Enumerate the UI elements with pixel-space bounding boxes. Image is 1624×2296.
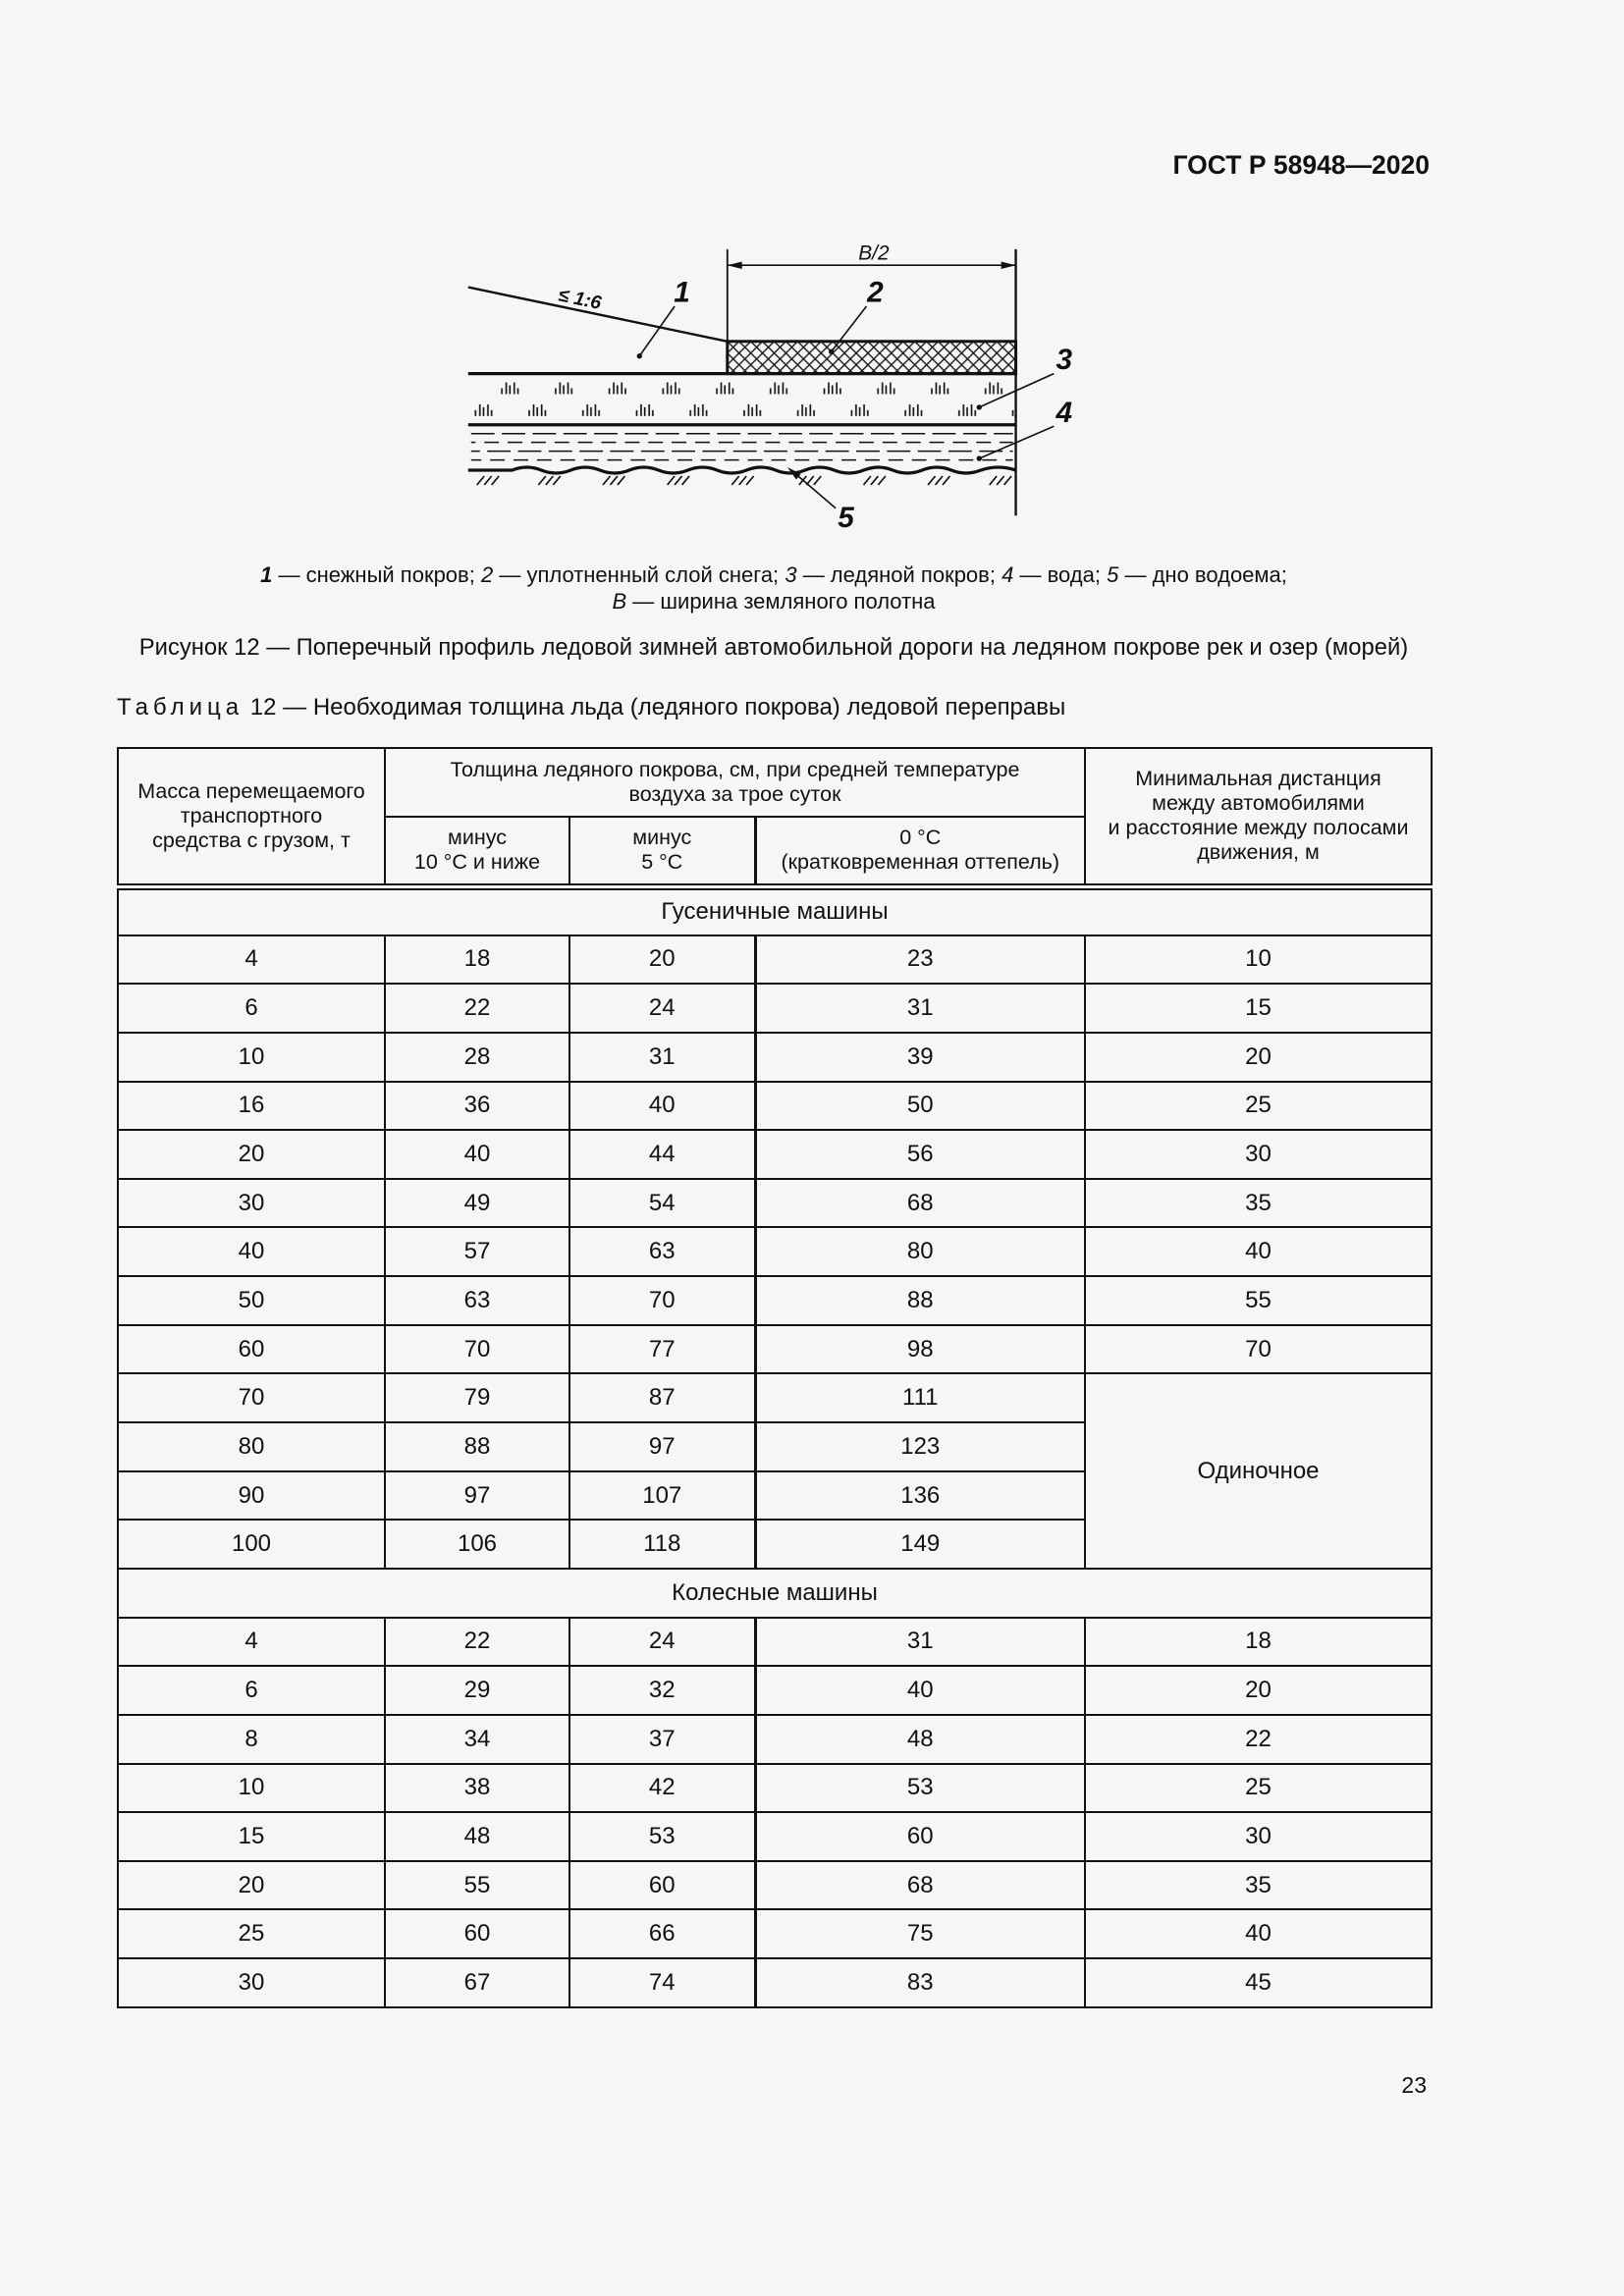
thickness-zero-cell: 40 <box>755 1666 1085 1715</box>
table-row <box>118 1033 1432 1082</box>
table-row <box>118 1909 1432 1958</box>
table-header <box>118 748 1432 886</box>
section-row <box>118 1569 1432 1618</box>
thickness-minus10-cell: 67 <box>385 1958 569 2007</box>
thickness-zero-cell: 68 <box>755 1179 1085 1228</box>
table-row <box>118 1618 1432 1667</box>
thickness-minus5-cell: 63 <box>569 1227 755 1276</box>
thickness-minus10-cell: 88 <box>385 1422 569 1471</box>
distance-cell: 70 <box>1085 1325 1432 1374</box>
merged-distance-cell: Одиночное <box>1085 1373 1432 1569</box>
figure-legend-line-2 <box>117 591 1431 613</box>
compacted-snow-layer <box>728 342 1016 374</box>
thickness-zero-cell: 60 <box>755 1812 1085 1861</box>
table-row <box>118 1130 1432 1179</box>
table-row <box>118 1082 1432 1131</box>
mass-cell: 50 <box>118 1276 385 1325</box>
distance-cell: 40 <box>1085 1909 1432 1958</box>
mass-cell: 6 <box>118 984 385 1033</box>
header-zero: 0 °С (кратковременная оттепель) <box>755 817 1085 886</box>
thickness-minus10-cell: 57 <box>385 1227 569 1276</box>
table-row <box>118 1764 1432 1813</box>
mass-cell: 15 <box>118 1812 385 1861</box>
thickness-minus5-cell: 66 <box>569 1909 755 1958</box>
distance-cell: 35 <box>1085 1861 1432 1910</box>
mass-cell: 80 <box>118 1422 385 1471</box>
legend-item-water <box>1001 562 1101 587</box>
thickness-minus10-cell: 18 <box>385 935 569 985</box>
thickness-minus5-cell: 32 <box>569 1666 755 1715</box>
thickness-minus10-cell: 49 <box>385 1179 569 1228</box>
thickness-minus5-cell: 70 <box>569 1276 755 1325</box>
legend-desc: — уплотненный слой снега; <box>499 562 780 587</box>
distance-cell: 25 <box>1085 1082 1432 1131</box>
ice-road-profile-figure <box>439 220 1112 557</box>
slope-label: ≤ 1:6 <box>556 284 604 315</box>
legend-desc: — ширина земляного полотна <box>632 589 936 614</box>
thickness-minus10-cell: 28 <box>385 1033 569 1082</box>
distance-cell: 30 <box>1085 1130 1432 1179</box>
thickness-minus5-cell: 31 <box>569 1033 755 1082</box>
thickness-minus5-cell: 37 <box>569 1715 755 1764</box>
thickness-zero-cell: 80 <box>755 1227 1085 1276</box>
water-bottom-hatch <box>477 476 1011 485</box>
thickness-minus10-cell: 79 <box>385 1373 569 1422</box>
distance-cell: 25 <box>1085 1764 1432 1813</box>
thickness-minus5-cell: 54 <box>569 1179 755 1228</box>
thickness-minus5-cell: 74 <box>569 1958 755 2007</box>
figure-legend-line-1 <box>117 564 1431 586</box>
distance-cell: 20 <box>1085 1033 1432 1082</box>
legend-item-ice-cover <box>785 562 996 587</box>
table-row <box>118 1227 1432 1276</box>
table-row <box>118 1666 1432 1715</box>
thickness-minus5-cell: 24 <box>569 1618 755 1667</box>
legend-desc: — вода; <box>1019 562 1101 587</box>
legend-num: 2 <box>480 562 494 587</box>
thickness-minus10-cell: 60 <box>385 1909 569 1958</box>
mass-cell: 6 <box>118 1666 385 1715</box>
thickness-zero-cell: 56 <box>755 1130 1085 1179</box>
water-layer <box>471 434 1013 460</box>
header-minus10: минус 10 °С и ниже <box>385 817 569 886</box>
thickness-minus5-cell: 107 <box>569 1471 755 1521</box>
legend-desc: — ледяной покров; <box>802 562 996 587</box>
thickness-minus10-cell: 55 <box>385 1861 569 1910</box>
table-row <box>118 1861 1432 1910</box>
table-row <box>118 1179 1432 1228</box>
mass-cell: 30 <box>118 1179 385 1228</box>
thickness-zero-cell: 111 <box>755 1373 1085 1422</box>
thickness-zero-cell: 48 <box>755 1715 1085 1764</box>
label-snow-cover: 1 <box>674 276 690 309</box>
thickness-zero-cell: 123 <box>755 1422 1085 1471</box>
distance-cell: 15 <box>1085 984 1432 1033</box>
thickness-zero-cell: 98 <box>755 1325 1085 1374</box>
thickness-minus10-cell: 34 <box>385 1715 569 1764</box>
label-water: 4 <box>1056 396 1073 429</box>
distance-cell: 22 <box>1085 1715 1432 1764</box>
mass-cell: 4 <box>118 935 385 985</box>
page-number: 23 <box>1401 2072 1427 2098</box>
table-row <box>118 935 1432 985</box>
thickness-minus10-cell: 106 <box>385 1520 569 1569</box>
legend-item-roadbed-width <box>612 589 935 614</box>
legend-desc: — дно водоема; <box>1124 562 1287 587</box>
thickness-zero-cell: 31 <box>755 1618 1085 1667</box>
thickness-minus10-cell: 22 <box>385 1618 569 1667</box>
legend-num: 5 <box>1107 562 1119 587</box>
thickness-minus5-cell: 24 <box>569 984 755 1033</box>
mass-cell: 10 <box>118 1033 385 1082</box>
mass-cell: 25 <box>118 1909 385 1958</box>
distance-cell: 35 <box>1085 1179 1432 1228</box>
distance-cell: 45 <box>1085 1958 1432 2007</box>
mass-cell: 70 <box>118 1373 385 1422</box>
dimension-label: В/2 <box>858 241 890 265</box>
dimension-arrow-left <box>728 262 742 269</box>
water-bottom-line <box>468 467 1016 473</box>
ice-thickness-table <box>117 747 1433 2008</box>
distance-cell: 40 <box>1085 1227 1432 1276</box>
thickness-zero-cell: 149 <box>755 1520 1085 1569</box>
legend-num: 1 <box>260 562 273 587</box>
thickness-zero-cell: 23 <box>755 935 1085 985</box>
table-header-row <box>118 748 1432 817</box>
legend-item-compacted-snow <box>481 562 779 587</box>
thickness-minus5-cell: 40 <box>569 1082 755 1131</box>
thickness-zero-cell: 39 <box>755 1033 1085 1082</box>
thickness-minus10-cell: 22 <box>385 984 569 1033</box>
thickness-minus5-cell: 42 <box>569 1764 755 1813</box>
mass-cell: 90 <box>118 1471 385 1521</box>
label-ice-cover: 3 <box>1056 344 1073 377</box>
thickness-minus10-cell: 29 <box>385 1666 569 1715</box>
header-minus5: минус 5 °С <box>569 817 755 886</box>
leader-line-1 <box>639 306 675 356</box>
mass-cell: 4 <box>118 1618 385 1667</box>
header-distance: Минимальная дистанция между автомобилями и расстояние между полосами движения, м <box>1085 748 1432 886</box>
legend-num: 4 <box>1001 562 1014 587</box>
leader-dot-4 <box>977 455 982 460</box>
mass-cell: 10 <box>118 1764 385 1813</box>
mass-cell: 20 <box>118 1861 385 1910</box>
thickness-minus5-cell: 60 <box>569 1861 755 1910</box>
table-row <box>118 1325 1432 1374</box>
legend-desc: — снежный покров; <box>278 562 475 587</box>
thickness-minus10-cell: 70 <box>385 1325 569 1374</box>
thickness-zero-cell: 53 <box>755 1764 1085 1813</box>
thickness-zero-cell: 68 <box>755 1861 1085 1910</box>
thickness-minus5-cell: 20 <box>569 935 755 985</box>
distance-cell: 18 <box>1085 1618 1432 1667</box>
thickness-minus10-cell: 36 <box>385 1082 569 1131</box>
ice-cover-layer <box>468 376 1016 423</box>
table-body <box>118 886 1432 2007</box>
legend-item-snow-cover <box>260 562 475 587</box>
thickness-minus5-cell: 77 <box>569 1325 755 1374</box>
section-row <box>118 886 1432 935</box>
header-mass: Масса перемещаемого транспортного средства с грузом, т <box>118 748 385 886</box>
thickness-minus10-cell: 48 <box>385 1812 569 1861</box>
table-row <box>118 1276 1432 1325</box>
table-row <box>118 1812 1432 1861</box>
label-bottom: 5 <box>838 502 854 535</box>
mass-cell: 8 <box>118 1715 385 1764</box>
label-compacted-snow: 2 <box>867 276 884 309</box>
table-row <box>118 1715 1432 1764</box>
leader-dot-2 <box>829 349 834 354</box>
leader-line-5 <box>794 473 836 508</box>
thickness-minus5-cell: 53 <box>569 1812 755 1861</box>
legend-num: 3 <box>785 562 797 587</box>
distance-cell: 30 <box>1085 1812 1432 1861</box>
thickness-zero-cell: 83 <box>755 1958 1085 2007</box>
distance-cell: 55 <box>1085 1276 1432 1325</box>
thickness-minus5-cell: 118 <box>569 1520 755 1569</box>
thickness-zero-cell: 31 <box>755 984 1085 1033</box>
legend-num: В <box>612 589 627 614</box>
thickness-minus10-cell: 38 <box>385 1764 569 1813</box>
table-row <box>118 984 1432 1033</box>
header-thickness-group: Толщина ледяного покрова, см, при средней температуре воздуха за трое суток <box>385 748 1085 817</box>
figure-caption: Рисунок 12 — Поперечный профиль ледовой зимней автомобильной дороги на ледяном покрове рек и озер (морей) <box>138 634 1409 661</box>
thickness-minus10-cell: 63 <box>385 1276 569 1325</box>
thickness-zero-cell: 88 <box>755 1276 1085 1325</box>
distance-cell: 10 <box>1085 935 1432 985</box>
table-title-text: 12 — Необходимая толщина льда (ледяного покрова) ледовой переправы <box>249 694 1066 721</box>
thickness-minus10-cell: 40 <box>385 1130 569 1179</box>
legend-item-bottom <box>1107 562 1287 587</box>
table-label: Таблица <box>117 694 244 721</box>
thickness-zero-cell: 75 <box>755 1909 1085 1958</box>
section-title: Колесные машины <box>118 1569 1432 1618</box>
mass-cell: 16 <box>118 1082 385 1131</box>
table-row <box>118 1958 1432 2007</box>
thickness-minus5-cell: 44 <box>569 1130 755 1179</box>
thickness-minus10-cell: 97 <box>385 1471 569 1521</box>
mass-cell: 20 <box>118 1130 385 1179</box>
dimension-arrow-right <box>1001 262 1016 269</box>
thickness-minus5-cell: 87 <box>569 1373 755 1422</box>
distance-cell: 20 <box>1085 1666 1432 1715</box>
leader-dot-3 <box>977 404 982 409</box>
thickness-zero-cell: 136 <box>755 1471 1085 1521</box>
leader-dot-1 <box>637 353 642 358</box>
thickness-zero-cell: 50 <box>755 1082 1085 1131</box>
table-title <box>117 696 1065 720</box>
section-title: Гусеничные машины <box>118 886 1432 935</box>
mass-cell: 100 <box>118 1520 385 1569</box>
mass-cell: 40 <box>118 1227 385 1276</box>
table-row <box>118 1373 1432 1422</box>
document-code: ГОСТ Р 58948—2020 <box>1172 150 1430 180</box>
thickness-minus5-cell: 97 <box>569 1422 755 1471</box>
mass-cell: 30 <box>118 1958 385 2007</box>
mass-cell: 60 <box>118 1325 385 1374</box>
